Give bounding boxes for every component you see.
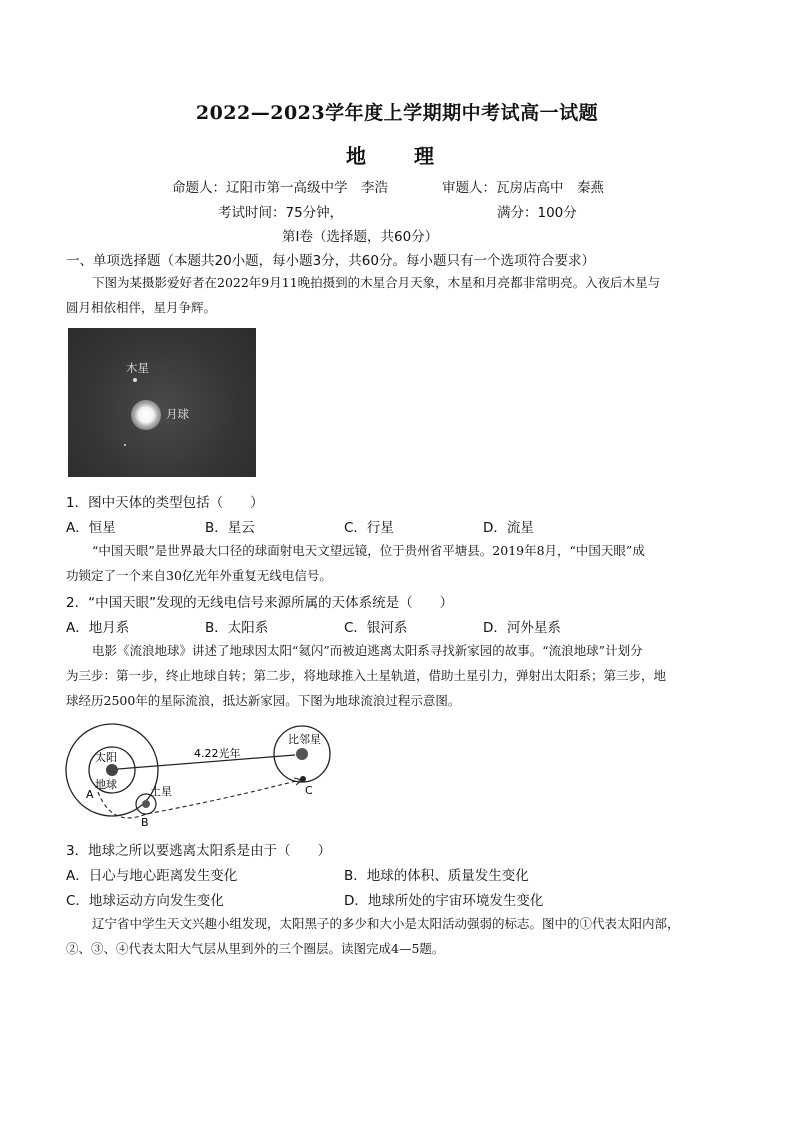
- q1-option-a[interactable]: A．恒星: [66, 520, 116, 536]
- q3-option-d[interactable]: D．地球所处的宇宙环境发生变化: [344, 893, 544, 909]
- passage3-line3: 球经历2500年的星际流浪，抵达新家园。下图为地球流浪过程示意图。: [66, 693, 461, 708]
- jupiter-moon-photo: [68, 328, 256, 477]
- authors-line: 命题人：辽阳市第一高级中学 李浩 审题人：瓦房店高中 秦燕: [172, 180, 604, 196]
- moon-glow: [131, 400, 161, 430]
- earth-label: 地球: [95, 778, 117, 791]
- point-a-label: A: [86, 788, 94, 801]
- part-heading: 第Ⅰ卷（选择题，共60分）: [282, 229, 439, 245]
- q1-option-d[interactable]: D．流星: [483, 520, 534, 536]
- proxima-label: 比邻星: [288, 733, 321, 746]
- passage2-line2: 功锁定了一个来自30亿光年外重复无线电信号。: [66, 568, 332, 583]
- q1-stem: 1．图中天体的类型包括（ ）: [66, 495, 264, 511]
- moon-label: 月球: [166, 407, 189, 421]
- section-heading: 一、单项选择题（本题共20小题，每小题3分，共60分。每小题只有一个选项符合要求）: [66, 253, 595, 269]
- jupiter-dot: [133, 378, 137, 382]
- exam-time: 考试时间：75分钟，: [218, 205, 344, 221]
- q2-option-d[interactable]: D．河外星系: [483, 620, 561, 636]
- q2-option-b[interactable]: B．太阳系: [205, 620, 269, 636]
- distance-label: 4.22光年: [194, 747, 241, 760]
- q3-option-b[interactable]: B．地球的体积、质量发生变化: [344, 868, 529, 884]
- jupiter-label: 木星: [126, 361, 149, 375]
- subject-title: 地 理: [346, 144, 448, 168]
- proxima-dot: [296, 748, 308, 760]
- small-star: [124, 444, 126, 446]
- exam-title: 2022—2023学年度上学期期中考试高一试题: [195, 102, 599, 124]
- q1-option-c[interactable]: C．行星: [344, 520, 394, 536]
- q2-option-a[interactable]: A．地月系: [66, 620, 130, 636]
- point-b-label: B: [141, 816, 149, 829]
- q3-option-a[interactable]: A．日心与地心距离发生变化: [66, 868, 238, 884]
- q3-stem: 3．地球之所以要逃离太阳系是由于（ ）: [66, 843, 332, 859]
- wandering-earth-diagram: [62, 718, 352, 830]
- point-c-label: C: [305, 784, 313, 797]
- q3-option-c[interactable]: C．地球运动方向发生变化: [66, 893, 224, 909]
- passage4-line1: 辽宁省中学生天文兴趣小组发现，太阳黑子的多少和大小是太阳活动强弱的标志。图中的①代表太阳内部，: [92, 916, 680, 931]
- passage3-line1: 电影《流浪地球》讲述了地球因太阳“氦闪”而被迫逃离太阳系寻找新家园的故事。“流浪地球”计划分: [92, 643, 643, 658]
- sun-label: 太阳: [95, 751, 117, 764]
- saturn-label: 土星: [150, 785, 172, 798]
- passage1-line2: 圆月相依相伴，星月争辉。: [66, 300, 217, 315]
- passage4-line2: ②、③、④代表太阳大气层从里到外的三个圈层。读图完成4—5题。: [66, 941, 445, 956]
- passage2-line1: “中国天眼”是世界最大口径的球面射电天文望远镜，位于贵州省平塘县。2019年8月，“中国天眼”成: [92, 543, 645, 558]
- point-c-dot: [300, 776, 306, 782]
- saturn-dot: [142, 800, 150, 808]
- q2-option-c[interactable]: C．银河系: [344, 620, 408, 636]
- full-score: 满分：100分: [497, 205, 577, 221]
- q2-stem: 2．“中国天眼”发现的无线电信号来源所属的天体系统是（ ）: [66, 595, 454, 611]
- q1-option-b[interactable]: B．星云: [205, 520, 255, 536]
- sun-dot: [106, 764, 118, 776]
- passage3-line2: 为三步：第一步，终止地球自转；第二步，将地球推入土星轨道，借助土星引力，弹射出太阳系；第三步，地: [66, 668, 667, 683]
- passage1-line1: 下图为某摄影爱好者在2022年9月11晚拍摄到的木星合月天象，木星和月亮都非常明亮。入夜后木星与: [92, 275, 661, 290]
